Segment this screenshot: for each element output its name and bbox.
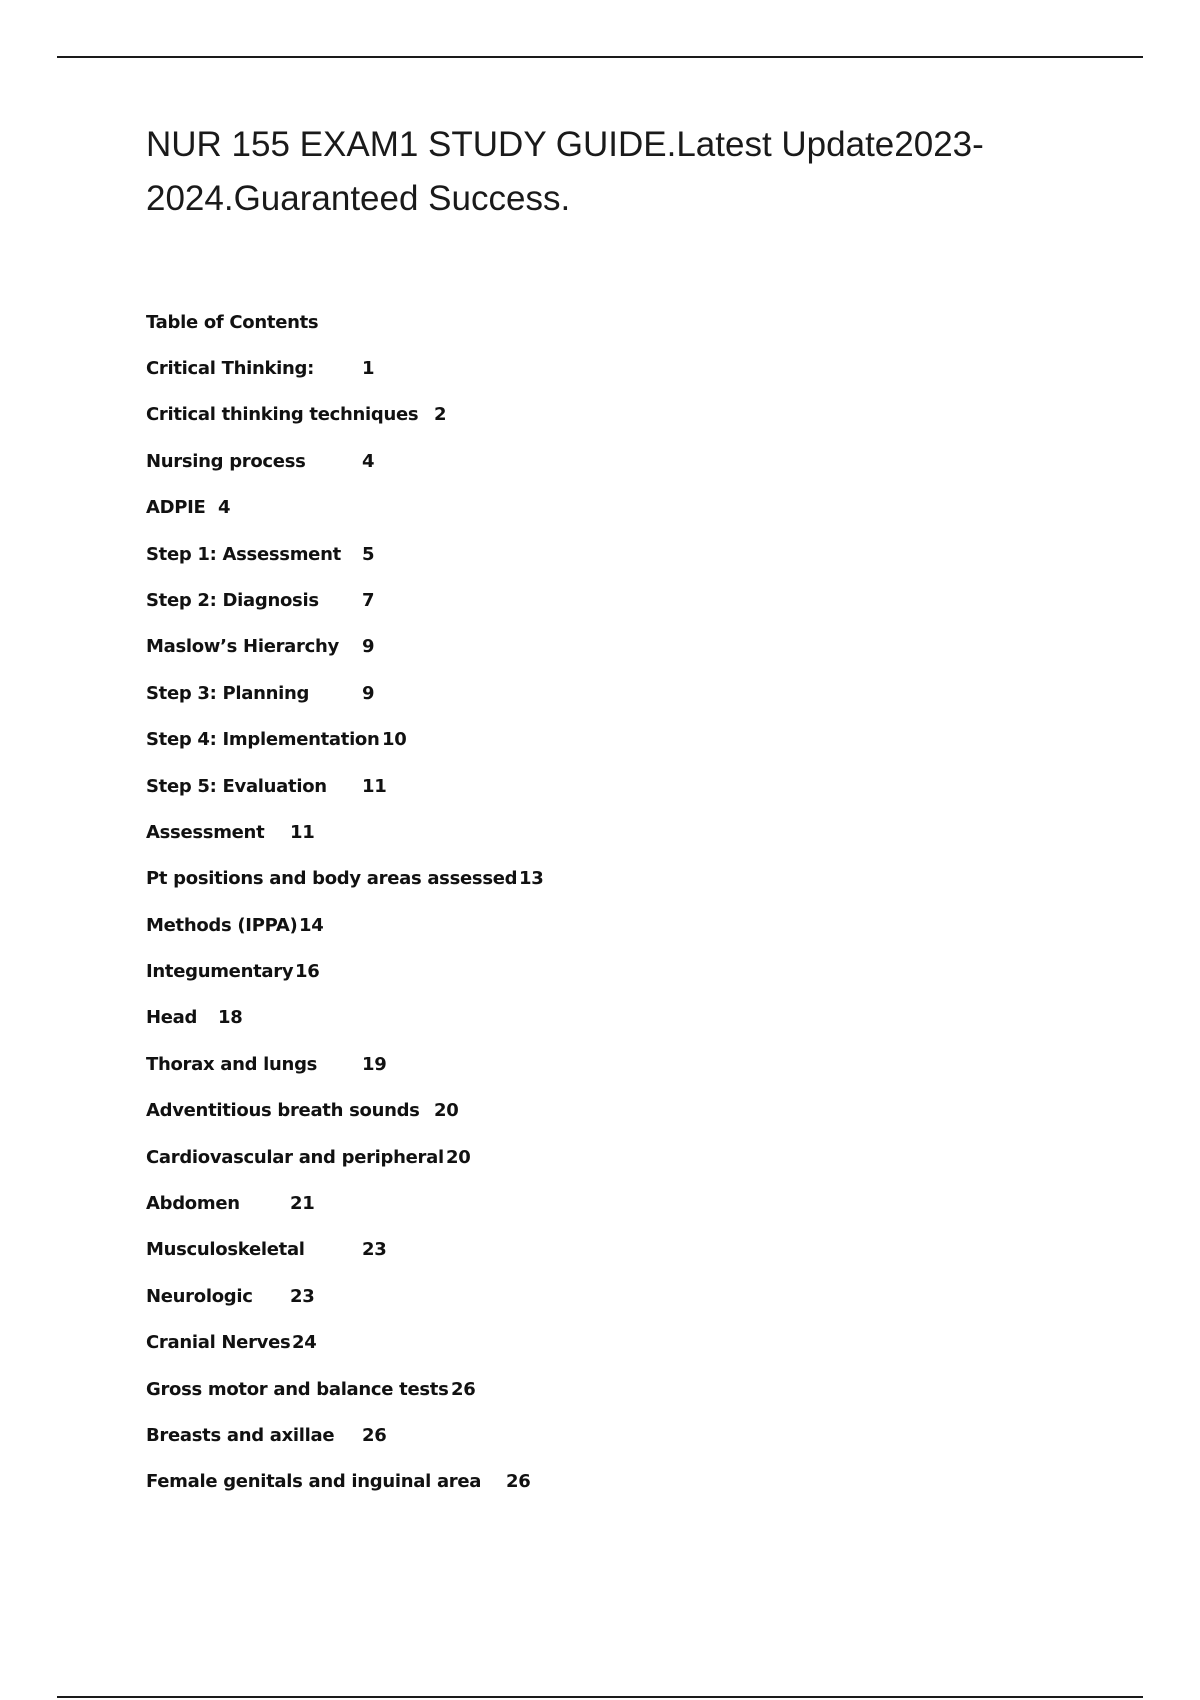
toc-entry-label: Integumentary: [146, 961, 294, 983]
toc-entry-page: 19: [362, 1053, 387, 1075]
toc-entry-label: Cardiovascular and peripheral: [146, 1146, 444, 1168]
toc-entry-label: Gross motor and balance tests: [146, 1378, 449, 1400]
toc-entry[interactable]: [146, 538, 846, 572]
toc-entry-page: 14: [299, 914, 324, 936]
toc-entry-page: 2: [434, 404, 447, 426]
toc-entry[interactable]: [146, 1048, 846, 1082]
toc-entry[interactable]: [146, 1373, 846, 1407]
toc-entry-page: 20: [446, 1146, 471, 1168]
toc-entry[interactable]: [146, 1187, 846, 1221]
toc-entry-page: 26: [362, 1424, 387, 1446]
toc-entry-page: 1: [362, 358, 375, 379]
toc-entry-page: 26: [451, 1378, 476, 1400]
toc-entry[interactable]: [146, 1419, 846, 1453]
toc-entry-page: 4: [218, 497, 231, 519]
toc-entry-page: 26: [506, 1471, 531, 1493]
toc-entry-label: Musculoskeletal: [146, 1239, 305, 1261]
toc-entry[interactable]: [146, 955, 846, 989]
toc-entry-page: 7: [362, 589, 375, 611]
toc-entry-label: Adventitious breath sounds: [146, 1100, 420, 1122]
toc-entry-label: Step 2: Diagnosis: [146, 589, 319, 611]
toc-entry-page: 11: [362, 775, 387, 797]
toc-entry-label: Assessment: [146, 821, 265, 843]
toc-entry[interactable]: [146, 1233, 846, 1267]
toc-entry-label: Step 1: Assessment: [146, 543, 341, 565]
toc-entry[interactable]: [146, 1465, 846, 1499]
toc-entry-label: Step 5: Evaluation: [146, 775, 327, 797]
toc-entry[interactable]: [146, 1326, 846, 1360]
bottom-rule: [57, 1696, 1143, 1698]
toc-entry[interactable]: [146, 1141, 846, 1175]
toc-entry-label: Critical Thinking:: [146, 358, 314, 379]
toc-entry[interactable]: [146, 630, 846, 664]
toc-entry[interactable]: [146, 862, 846, 896]
toc-entry-page: 16: [295, 961, 320, 983]
toc-entry-label: Cranial Nerves: [146, 1332, 291, 1354]
toc-entry[interactable]: [146, 909, 846, 943]
toc-entry-label: Female genitals and inguinal area: [146, 1471, 482, 1493]
toc-entry[interactable]: [146, 445, 846, 479]
toc-entry[interactable]: [146, 1280, 846, 1314]
toc-entry-label: Thorax and lungs: [146, 1053, 318, 1075]
toc-entry-page: 20: [434, 1100, 459, 1122]
toc-entry-page: 13: [519, 868, 544, 890]
document-title-line-1: NUR 155 EXAM1 STUDY GUIDE.Latest Update2023-: [146, 125, 984, 164]
toc-entry-page: 24: [292, 1332, 317, 1354]
top-rule: [57, 56, 1143, 58]
toc-entry-page: 23: [362, 1239, 387, 1261]
toc-entry-label: Neurologic: [146, 1285, 253, 1307]
toc-entry[interactable]: [146, 1094, 846, 1128]
toc-entry-page: 4: [362, 450, 375, 472]
toc-entry-page: 5: [362, 543, 375, 565]
toc-entry[interactable]: [146, 398, 846, 432]
toc-entry[interactable]: [146, 677, 846, 711]
toc-entry[interactable]: [146, 1001, 846, 1035]
toc-entry-page: 10: [382, 729, 407, 751]
toc-entry-page: 18: [218, 1007, 243, 1029]
toc-entry-label: Pt positions and body areas assessed: [146, 868, 518, 890]
toc-entry-page: 21: [290, 1193, 315, 1215]
toc-entry[interactable]: [146, 352, 846, 386]
toc-entry-label: ADPIE: [146, 497, 206, 519]
table-of-contents: [146, 306, 846, 1512]
toc-entry-page: 11: [290, 821, 315, 843]
toc-entry-label: Methods (IPPA): [146, 914, 298, 936]
toc-entry-label: Step 3: Planning: [146, 682, 310, 704]
toc-entry-page: 9: [362, 636, 375, 658]
toc-entry-label: Step 4: Implementation: [146, 729, 380, 751]
toc-list: [146, 352, 846, 1499]
document-title: [146, 118, 1046, 226]
toc-entry-label: Abdomen: [146, 1193, 240, 1215]
document-title-line-2: 2024.Guaranteed Success.: [146, 179, 571, 218]
toc-entry[interactable]: [146, 723, 846, 757]
toc-entry-label: Breasts and axillae: [146, 1424, 335, 1446]
toc-entry-label: Head: [146, 1007, 198, 1029]
toc-entry-label: Critical thinking techniques: [146, 404, 419, 426]
toc-entry-page: 23: [290, 1285, 315, 1307]
toc-entry[interactable]: [146, 770, 846, 804]
toc-entry-page: 9: [362, 682, 375, 704]
toc-entry[interactable]: [146, 491, 846, 525]
toc-entry[interactable]: [146, 816, 846, 850]
toc-entry[interactable]: [146, 584, 846, 618]
toc-entry-label: Nursing process: [146, 450, 306, 472]
toc-entry-label: Maslow’s Hierarchy: [146, 636, 339, 658]
toc-heading: Table of Contents: [146, 312, 319, 333]
